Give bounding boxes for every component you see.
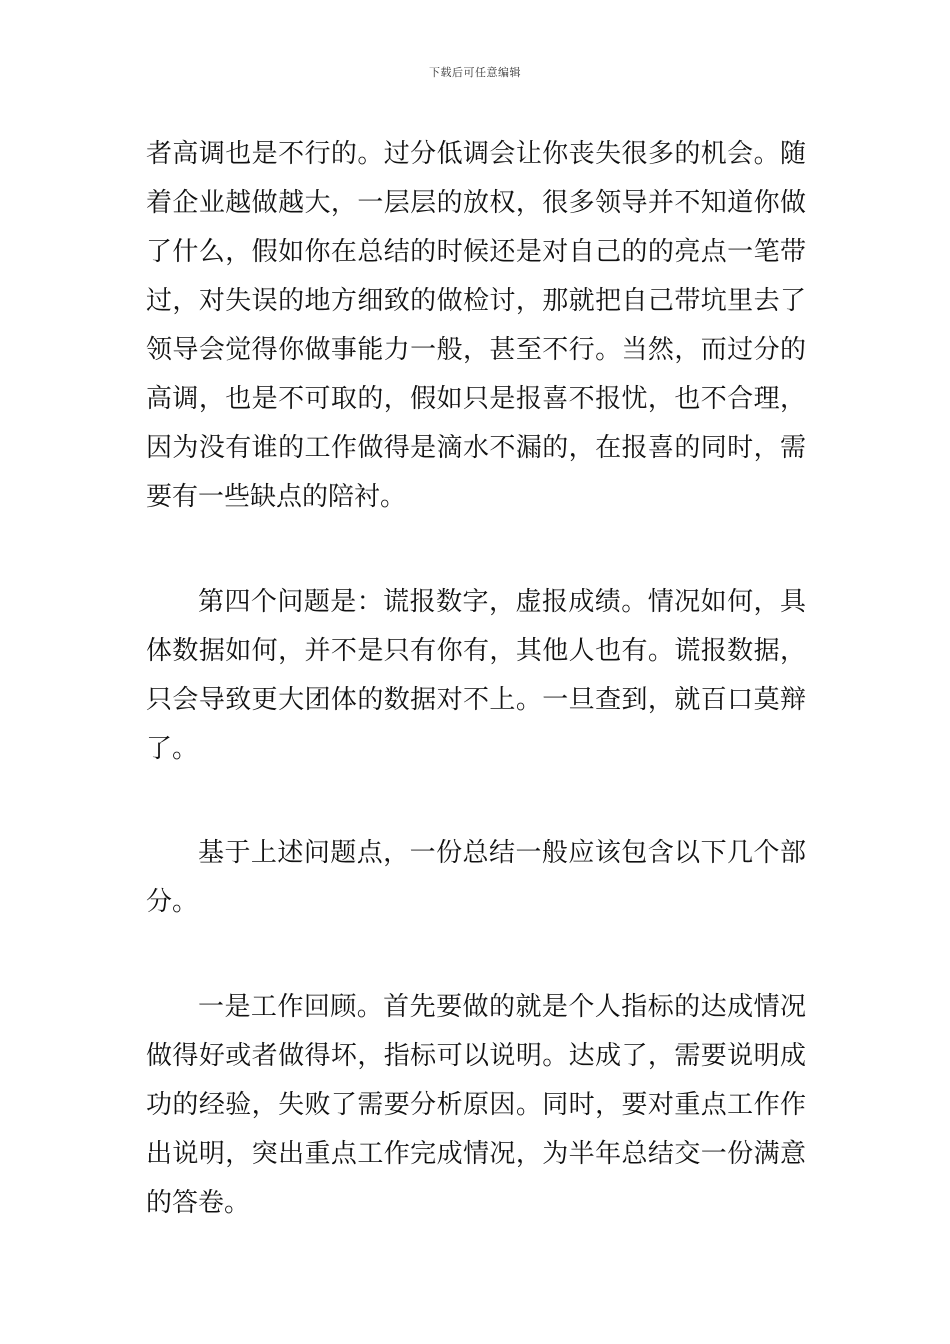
paragraph-continuation: 者高调也是不行的。过分低调会让你丧失很多的机会。随着企业越做越大，一层层的放权，很多领导并不知道你做了什么，假如你在总结的时候还是对自己的的亮点一笔带过，对失误的地方细致的做检讨，那就把自己带坑里去了领导会觉得你做事能力一般，甚至不行。当然，而过分的高调，也是不可取的，假如只是报喜不报忧，也不合理，因为没有谁的工作做得是滴水不漏的，在报喜的同时，需要有一些缺点的陪衬。 — [146, 139, 806, 512]
paragraph-work-review: 一是工作回顾。首先要做的就是个人指标的达成情况做得好或者做得坏，指标可以说明。达成了，需要说明成功的经验，失败了需要分析原因。同时，要对重点工作作出说明，突出重点工作完成情况，为半年总结交一份满意的答卷。 — [146, 992, 806, 1218]
page-header: 下载后可任意编辑 — [429, 66, 521, 79]
paragraph-summary-parts: 基于上述问题点，一份总结一般应该包含以下几个部分。 — [146, 838, 806, 917]
document-body — [146, 130, 806, 1228]
paragraph-problem-four: 第四个问题是：谎报数字，虚报成绩。情况如何，具体数据如何，并不是只有你有，其他人也有。谎报数据，只会导致更大团体的数据对不上。一旦查到，就百口莫辩了。 — [146, 587, 806, 764]
